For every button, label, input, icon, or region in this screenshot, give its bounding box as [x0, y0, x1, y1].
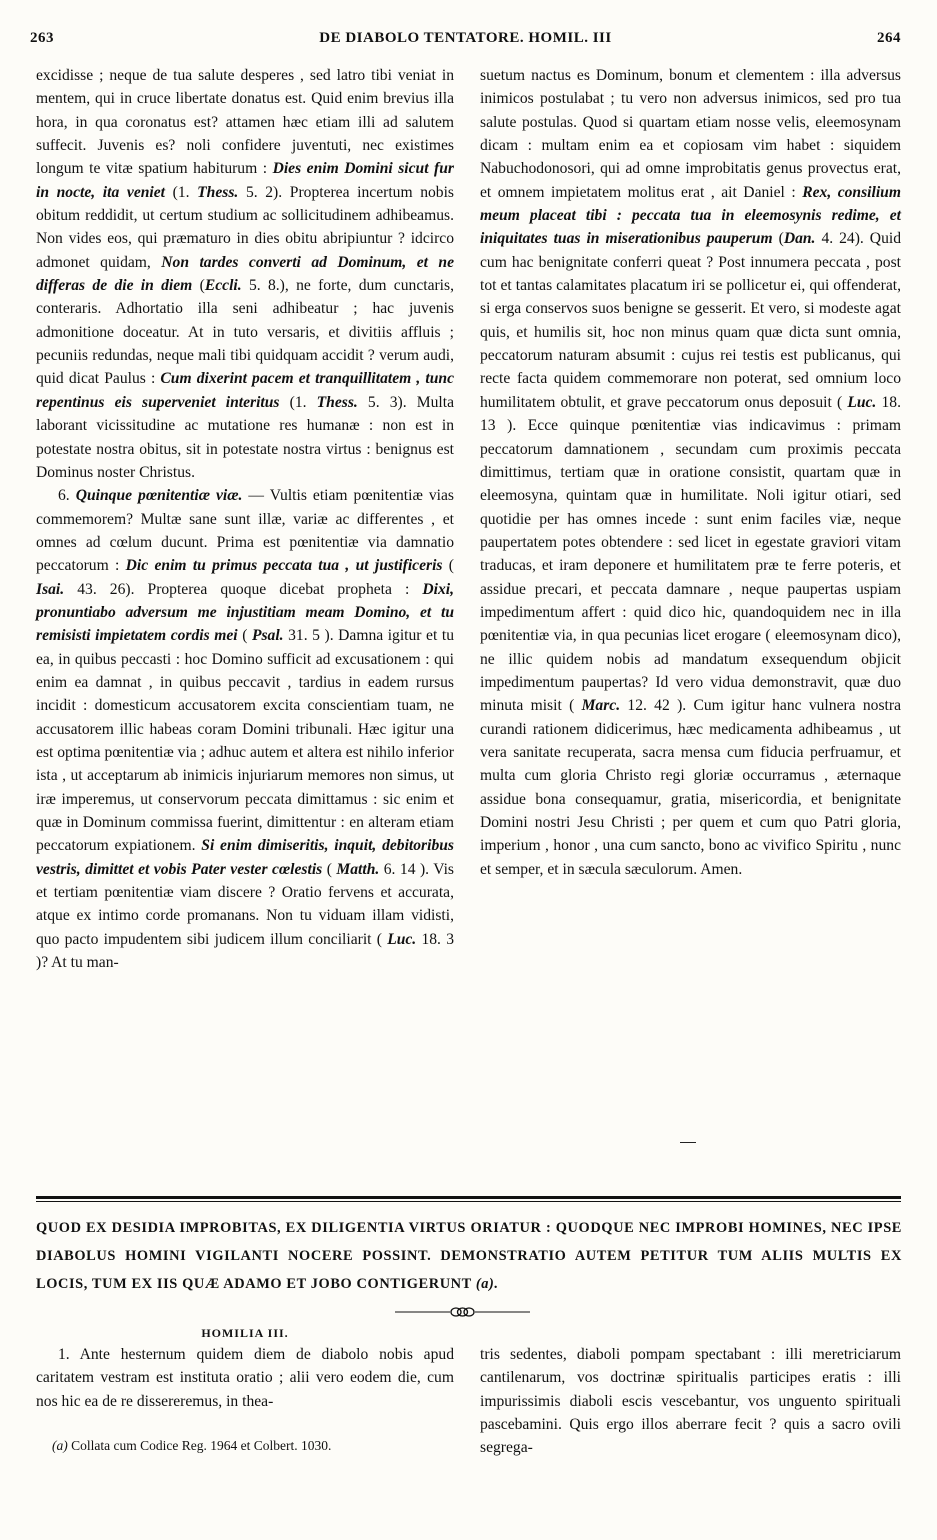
homily-argument: [36, 1214, 902, 1298]
homily-left-column: [36, 1343, 454, 1413]
italic-run: Eccli.: [204, 277, 242, 295]
homily-left-text: 1. Ante hesternum quidem diem de diabolo nobis apud caritatem vestram est instituta oratio ; alii vero eodem die, cum nos hic ea de re dissereremus, in thea-: [36, 1346, 454, 1410]
italic-run: Thess.: [316, 393, 358, 411]
text-run: 5. 3). Multa laborant vicissitudine ac mutatione res humanæ : non est in potestate nostra obitus, sit in potestate nostra virtus : benignus est Dominus noster Christus.: [36, 393, 455, 481]
italic-run: Isai.: [36, 580, 65, 598]
left-column: [36, 64, 454, 974]
ornament-divider: [395, 1304, 530, 1320]
text-run: (: [442, 557, 454, 575]
text-run: — Vultis etiam pœnitentiæ vias commemorem? Multæ sane sunt illæ, variæ ac differentes , et omnes ad cœlum ducunt. Prima est pœnitentiæ via damnatio peccatorum :: [36, 487, 454, 575]
text-run: 43. 26). Propterea quoque dicebat propheta :: [64, 580, 423, 598]
italic-run: Matth.: [336, 860, 380, 878]
text-run: excidisse ; neque de tua salute desperes , sed latro tibi veniat in mentem, qui in cruce libertate donatus est. Quid enim brevius illa hora, in qua coronatus est? attamen hæc etiam illi ad salutem suffecit. Juvenis es? noli confidere juventuti, nec existimes longum te vitæ spatium habiturum :: [36, 67, 454, 178]
italic-run: Marc.: [581, 697, 621, 715]
italic-run: Cum dixerint pacem et tranquillitatem , tunc repentinus eis superveniet interitus: [36, 370, 454, 411]
italic-run: Psal.: [251, 627, 284, 645]
running-title: DE DIABOLO TENTATORE. HOMIL. III: [319, 30, 612, 46]
section-rule-thin: [36, 1201, 901, 1202]
left-paragraph-1: [36, 64, 454, 484]
text-run: (1.: [279, 393, 317, 411]
text-run: (: [322, 860, 337, 878]
page-number-right: 264: [877, 30, 901, 46]
end-dash: [680, 1142, 696, 1143]
text-run: (1.: [165, 183, 198, 201]
page-number-left: 263: [30, 30, 54, 46]
text-run: (: [192, 277, 205, 295]
text-run: 12. 42 ). Cum igitur hanc vulnera nostra curandi rationem didicerimus, hæc medicamenta adhibeamus , ut vera sanitate recuperata, sacra mensa cum fiducia perfruamur, et multa cum gloria Christo regi gloriæ occurramus , æternaque assidue bona consequamur, gratia, misericordia, et benignitate Domini nostri Jesu Christi ; per quem et cum quo Patri gloria, imperium , honor , una cum sancto, bono ac vivifico Spiritu , nunc et semper, et in sæcula sæculorum. Amen.: [480, 697, 901, 878]
homily-heading: HOMILIA III.: [201, 1326, 289, 1340]
italic-run: Luc.: [847, 393, 877, 411]
running-head: [30, 30, 901, 54]
footnote-mark: (a): [52, 1438, 68, 1453]
italic-run: Dixi, pronuntiabo adversum me injustitiam meam Domino, et tu remisisti impietatem cordis mei: [36, 580, 454, 645]
text-run: 31. 5 ). Damna igitur et tu ea, in quibus peccasti : hoc Domino sufficit ad excusationem : qui enim ea damnat , in quibus peccavit , tardius in eadem rursus incidit : domesticum accusatorem excita conscientiam tuam, ne accusatorem illic habeas coram Domini tribunali. Hæc igitur una est optima pœnitentiæ via ; adhuc autem et altera est nihilo inferior ista , ut acceptarum ab inimicis injuriarum memores non simus, ut iræ imperemus, ut conservorum peccata dimittamus : sic enim et quæ in Dominum commissa fuerint, dimittentur : en alteram etiam peccatorum expiationem.: [36, 627, 454, 855]
argument-note-ref: (a).: [475, 1276, 499, 1292]
section-rule-thick: [36, 1196, 901, 1199]
text-run: 5. 2). Propterea incertum nobis obitum reddidit, ut certum studium ac sollicitudinem adhibeamus. Non vides eos, qui præmaturo in dies obitu abripiuntur ? idcirco admonet quidam,: [36, 183, 454, 271]
left-paragraph-2: [36, 484, 454, 974]
text-run: suetum nactus es Dominum, bonum et clementem : illa adversus inimicos postulabat ; tu vero non adversus inimicos, sed pro tua salute postulas. Quod si quartam etiam nosse velis, eleemosynam dicam : multam enim ea et copiosam vim habet : siquidem Nabuchodonosori, qui ad omne improbitatis genus provectus erat, et omnem impietatem molitus erat , ait Daniel :: [480, 67, 901, 201]
argument-text: QUOD EX DESIDIA IMPROBITAS, EX DILIGENTIA VIRTUS ORIATUR : QUODQUE NEC IMPROBI HOMINES, NEC IPSE DIABOLUS HOMINI VIGILANTI NOCERE POSSINT. DEMONSTRATIO AUTEM PETITUR TUM ALIIS MULTIS EX LOCIS, TUM EX IIS QUÆ ADAMO ET JOBO CONTIGERUNT: [36, 1220, 902, 1292]
text-run: 5. 8.), ne forte, dum cunctaris, conteraris. Adhortatio illa seni adhibeatur ; hac juvenis admonitione doceatur. At in tuto versaris, et divitiis affluis ; pecuniis redundas, neque mali tibi quidquam accidit ? verum audi, quid dicat Paulus :: [36, 277, 454, 388]
homily-right-column: [480, 1343, 901, 1460]
italic-run: Dan.: [783, 230, 816, 248]
italic-run: Rex, consilium meum placeat tibi : peccata tua in eleemosynis redime, et iniquitates tuas in miserationibus pauperum: [480, 183, 901, 248]
right-column: [480, 64, 901, 881]
italic-run: Si enim dimiseritis, inquit, debitoribus vestris, dimittet et vobis Pater vester cœlestis: [36, 837, 454, 878]
text-run: 6.: [58, 487, 76, 505]
italic-run: Non tardes converti ad Dominum, et ne differas de die in diem: [36, 253, 455, 295]
footnote: [52, 1437, 452, 1455]
footnote-text: Collata cum Codice Reg. 1964 et Colbert. 1030.: [67, 1438, 332, 1453]
text-run: 6. 14 ). Vis et tertiam pœnitentiæ viam discere ? Oratio fervens et accurata, atque ex intimo corde promanans. Non tu viduam illam vidisti, quo pacto impudentem sibi judicem illum conciliarit (: [36, 860, 454, 948]
italic-run: Dies enim Domini sicut fur in nocte, ita veniet: [36, 160, 454, 201]
italic-run: Quinque pœnitentiæ viæ.: [75, 487, 243, 505]
right-paragraph-1: [480, 64, 901, 881]
text-run: (: [237, 627, 252, 645]
text-run: 18. 13 ). Ecce quinque pœnitentiæ vias indicavimus : primam peccatorum damnationem , secundam cum proximis peccata dimittimus, tertiam quæ in oratione consistit, quartam quæ in eleemosyna, quintam quæ in humilitate. Noli igitur otiari, sed quotidie per has omnes incede : sunt enim faciles viæ, neque paupertatem potes obtendere : sed licet in egestate graviori vitam traducas, et iram deponere et humilitatem præ te ferre poteris, et assidue precari, et peccata damnare , neque paupertas uspiam impedimentum affert : quid dico hic, quandoquidem nec in illa pœnitentiæ via, in qua pecunias licet erogare ( eleemosynam dico), ne illic quidem nobis ad mandatum exsequendum objicit impedimentum paupertas? Id vero vidua demonstravit, quæ duo minuta misit (: [480, 393, 901, 715]
homily-right-text: tris sedentes, diaboli pompam spectabant : illi meretriciarum cantilenarum, vos doctrinæ spiritualis participes eratis : illi impurissimis diaboli escis vescebantur, vos unguento spirituali pascebamini. Quis ergo illos aberrare fecit ? quis a sacro ovili segrega-: [480, 1346, 901, 1457]
text-run: 18. 3 )? At tu man-: [36, 930, 455, 972]
italic-run: Luc.: [387, 930, 417, 948]
italic-run: Thess.: [197, 183, 239, 201]
text-run: 4. 24). Quid cum hac benignitate conferri queat ? Post innumera peccata , post tot et tantas calamitates placatum iri se pollicetur ei, qui offenderat, si erga conservos suos benigne se gesserit. Et vero, si modeste agat quis, et humilis sit, hoc non minus quam quæ dicta sunt omnia, peccatorum naturam absumit : cujus rei testis est publicanus, qui recte facta quidem commemorare non poterat, sed omnium loco humilitatem obtulit, et grave peccatorum onus deposuit (: [480, 230, 901, 411]
italic-run: Dic enim tu primus peccata tua , ut justificeris: [125, 557, 443, 575]
text-run: (: [772, 230, 784, 248]
